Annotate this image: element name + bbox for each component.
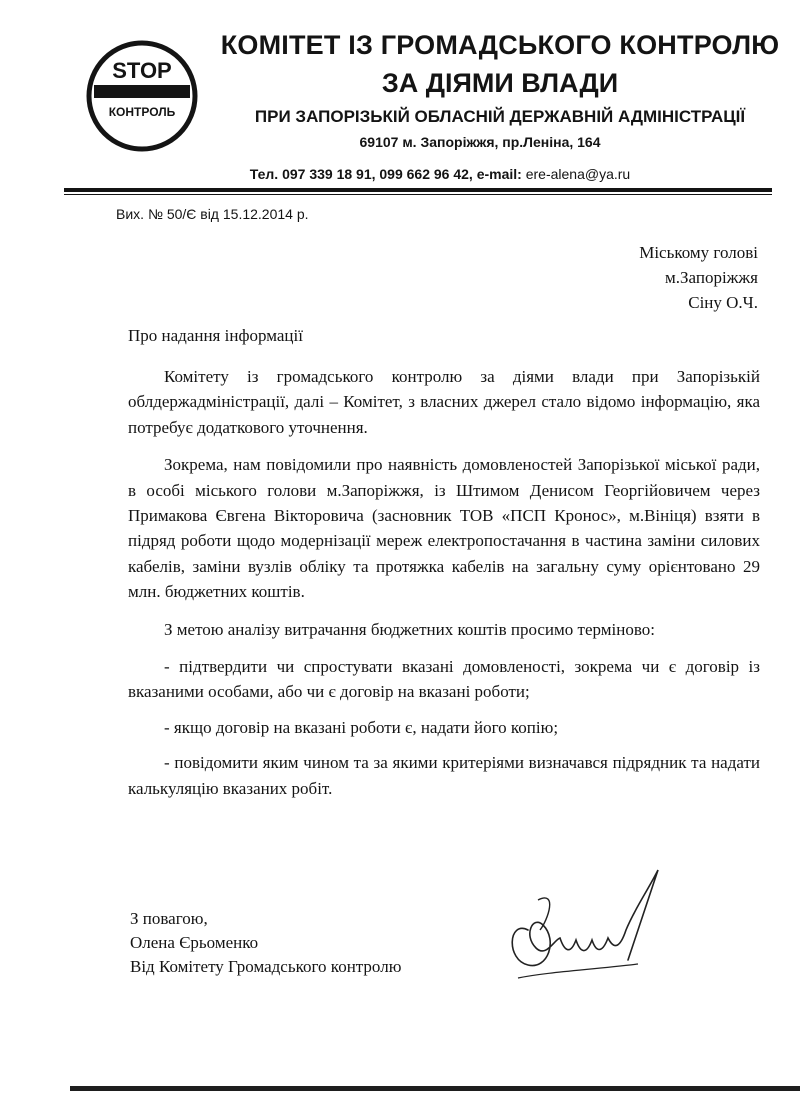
closing-signatory: Олена Єрьоменко bbox=[130, 933, 259, 952]
request-item-1: - підтвердити чи спростувати вказані домовленості, зокрема чи є договір із вказаними особами, або чи є договір на вказані роботи; bbox=[128, 657, 760, 702]
org-name-line1: КОМІТЕТ ІЗ ГРОМАДСЬКОГО КОНТРОЛЮ bbox=[220, 30, 780, 60]
addressee-block bbox=[639, 240, 758, 315]
org-name-line3: ПРИ ЗАПОРІЗЬКІЙ ОБЛАСНІЙ ДЕРЖАВНІЙ АДМІНІСТРАЦІЇ bbox=[254, 107, 746, 126]
org-name-line2: ЗА ДІЯМИ ВЛАДИ bbox=[381, 68, 619, 98]
letter-subject: Про надання інформації bbox=[128, 326, 303, 345]
handwritten-signature bbox=[488, 860, 688, 990]
scan-bottom-edge bbox=[70, 1086, 800, 1091]
body-paragraph-2: Зокрема, нам повідомили про наявність домовленостей Запорізької міської ради, в особі міського голови м.Запоріжжя, із Штимом Денисом Георгійовичем через Примакова Євгена Вікторовича (засновник ТОВ «ПСП Кронос», м.Вініця) взяти в підряд роботи щодо модернізації мереж електропостачання в частина заміни силових кабелів, заміни вузлів обліку та протяжка кабелів на загальну суму орієнтовано 29 млн. бюджетних коштів. bbox=[128, 455, 760, 602]
request-item-3: - повідомити яким чином та за якими критеріями визначався підрядник та надати калькуляцію вказаних робіт. bbox=[128, 753, 760, 798]
org-contacts bbox=[80, 166, 800, 182]
outgoing-number: Вих. № 50/Є від 15.12.2014 р. bbox=[116, 206, 309, 222]
header-rule-thin bbox=[64, 194, 772, 195]
addressee-line1: Міському голові bbox=[639, 243, 758, 262]
addressee-line2: м.Запоріжжя bbox=[665, 268, 758, 287]
org-email: ere-alena@ya.ru bbox=[525, 166, 631, 182]
request-item-2: - якщо договір на вказані роботи є, надати його копію; bbox=[164, 717, 559, 737]
addressee-line3: Сіну О.Ч. bbox=[688, 293, 758, 312]
logo-stop-text: STOP bbox=[112, 58, 172, 83]
org-address: 69107 м. Запоріжжя, пр.Леніна, 164 bbox=[359, 134, 601, 150]
org-phones: Тел. 097 339 18 91, 099 662 96 42, e-mail: bbox=[249, 166, 522, 182]
header-rule-thick bbox=[64, 188, 772, 192]
body-paragraph-1: Комітету із громадського контролю за діями влади при Запорізькій облдержадміністрації, далі – Комітет, з власних джерел стало відомо інформацію, яка потребує додаткового уточнення. bbox=[128, 367, 760, 437]
letter-body bbox=[128, 364, 760, 811]
body-paragraph-3: З метою аналізу витрачання бюджетних коштів просимо терміново: bbox=[164, 619, 655, 639]
logo-control-text: КОНТРОЛЬ bbox=[108, 105, 176, 119]
closing-block bbox=[130, 907, 401, 979]
closing-greeting: З повагою, bbox=[130, 909, 208, 928]
closing-organization: Від Комітету Громадського контролю bbox=[130, 957, 402, 976]
